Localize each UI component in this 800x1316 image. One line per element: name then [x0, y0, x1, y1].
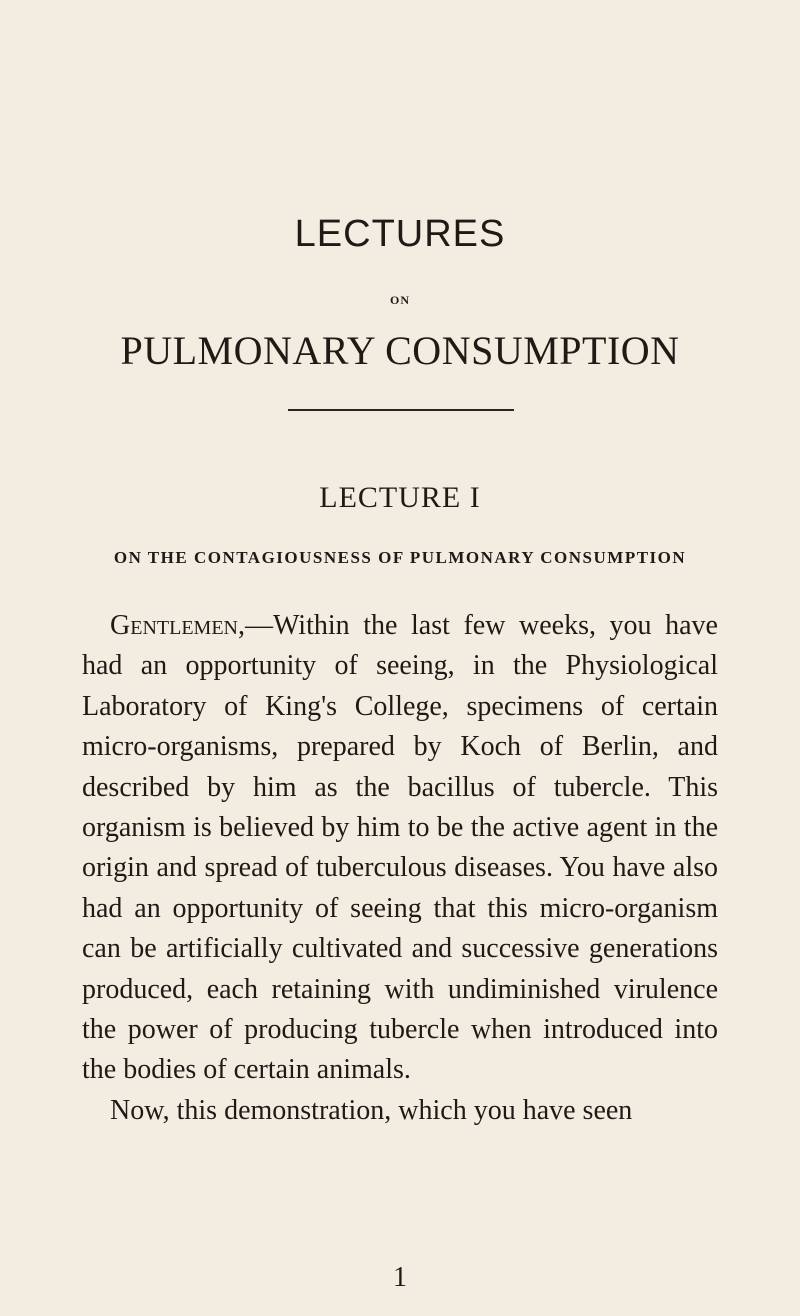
lecture-heading: LECTURE I: [319, 481, 481, 514]
paragraph: [82, 606, 718, 1091]
body-text: [82, 606, 718, 1131]
paragraph-text: —Within the last few weeks, you have had an opportunity of seeing, in the Physiological Laboratory of King's College, specimens of certain micro-organisms, prepared by Koch of Berlin, and described by him as the bacillus of tubercle. This organism is believed by him to be the active agent in the origin and spread of tuberculous diseases. You have also had an opportunity of seeing that this micro-organism can be artificially cultivated and successive generations produced, each retaining with undiminished virulence the power of producing tubercle when introduced into the bodies of certain animals.: [82, 610, 718, 1086]
book-subtitle: PULMONARY CONSUMPTION: [120, 328, 680, 373]
title-divider: [288, 409, 514, 411]
salutation: Gentlemen,: [110, 610, 245, 641]
page-number: 1: [393, 1262, 407, 1293]
title-connector: ON: [390, 293, 410, 307]
paragraph: Now, this demonstration, which you have seen: [110, 1094, 633, 1126]
book-title: LECTURES: [294, 213, 506, 255]
lecture-subtitle: ON THE CONTAGIOUSNESS OF PULMONARY CONSUMPTION: [113, 548, 687, 567]
